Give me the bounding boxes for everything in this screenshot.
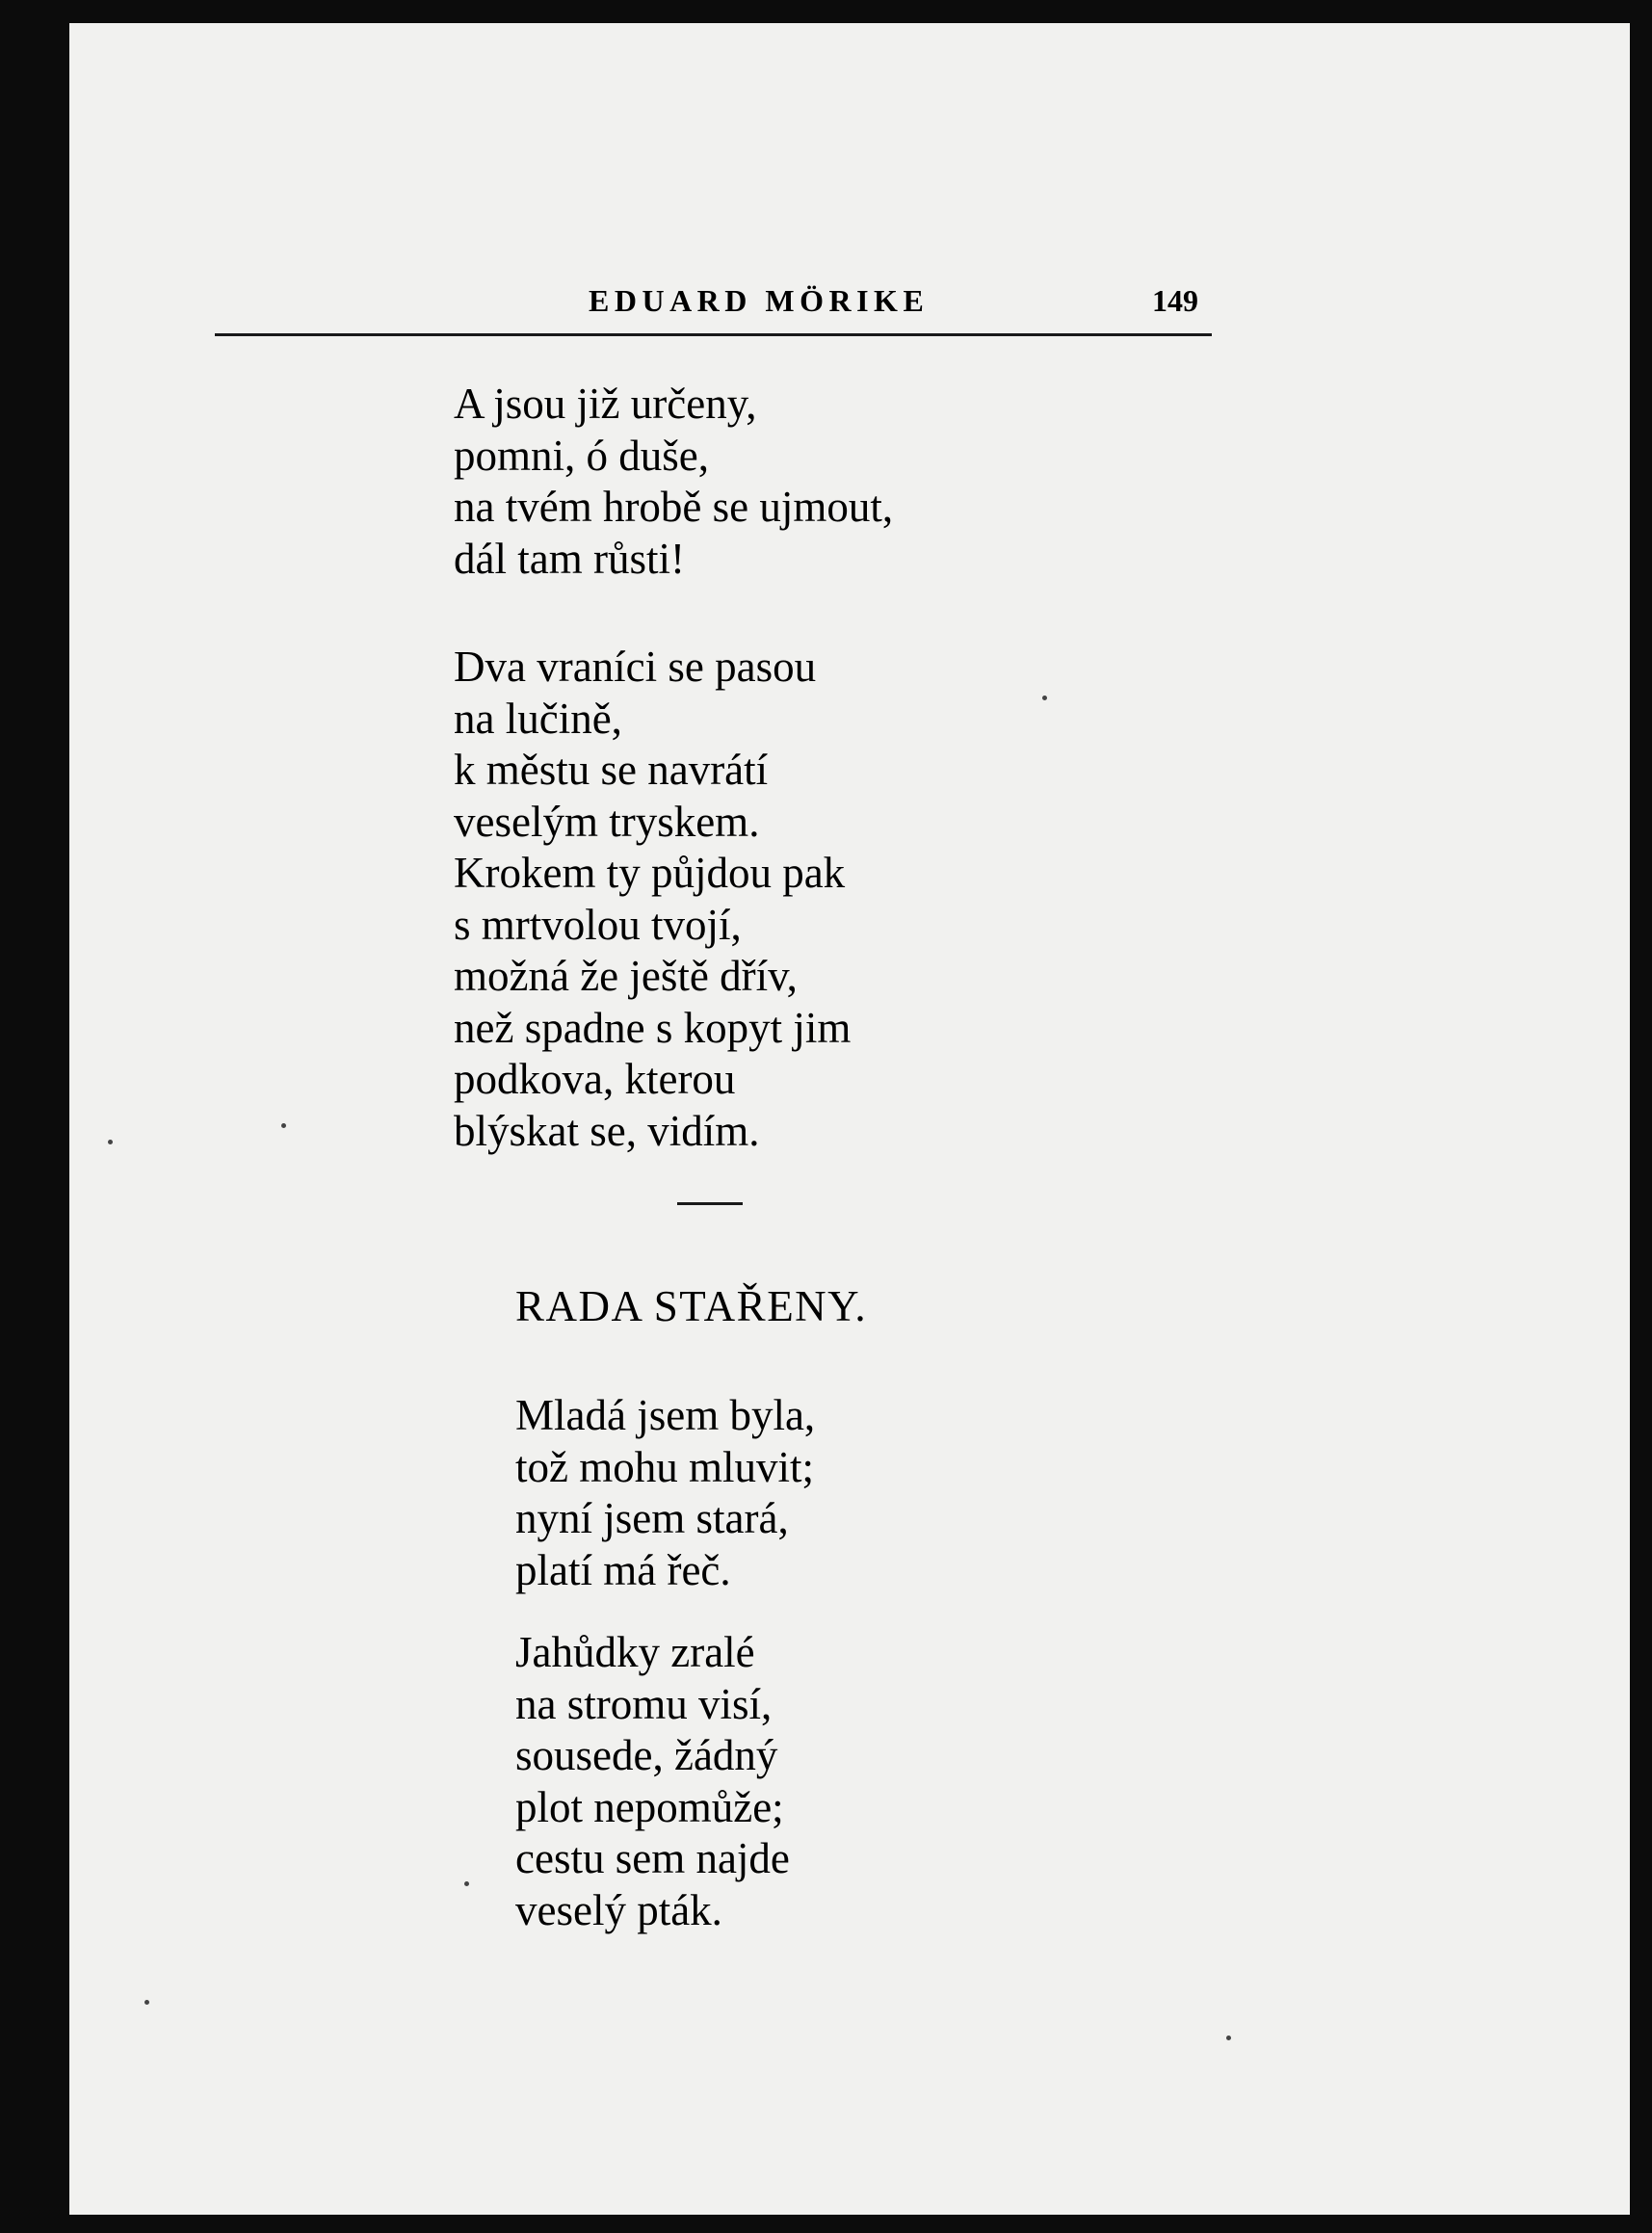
scan-speck [144, 2000, 149, 2005]
poem-line: blýskat se, vidím. [454, 1106, 760, 1155]
poem-line: A jsou již určeny, [454, 380, 757, 428]
poem-line: podkova, kterou [454, 1055, 736, 1103]
poem-line: Mladá jsem byla, [515, 1391, 816, 1439]
running-title: EDUARD MÖRIKE [589, 283, 930, 318]
scan-speck [1226, 2036, 1231, 2040]
scan-speck [464, 1881, 469, 1886]
poem-line: tož mohu mluvit; [515, 1442, 814, 1491]
poem-line: dál tam růsti! [454, 534, 685, 583]
running-header [215, 262, 1212, 329]
poem-line: než spadne s kopyt jim [454, 1003, 852, 1052]
poem-line: Jahůdky zralé [515, 1628, 755, 1676]
poem-title: RADA STAŘENY. [515, 1282, 868, 1330]
poem-line: na tvém hrobě se ujmout, [454, 483, 894, 531]
poem1-stanza-2 [454, 642, 851, 1157]
poem-line: nyní jsem stará, [515, 1494, 789, 1542]
poem-line: na lučině, [454, 694, 622, 743]
poem1-stanza-1 [454, 379, 893, 585]
poem2-stanza-2 [515, 1627, 790, 1936]
poem-line: pomni, ó duše, [454, 431, 709, 480]
poem-line: veselý pták. [515, 1885, 722, 1934]
poem-line: možná že ještě dřív, [454, 952, 798, 1000]
scan-border [0, 2215, 1652, 2233]
poem-line: platí má řeč. [515, 1545, 731, 1594]
poem-line: na stromu visí, [515, 1679, 773, 1728]
poem-line: veselým tryskem. [454, 797, 760, 846]
scan-speck [1042, 696, 1047, 700]
page-number: 149 [1152, 283, 1198, 318]
scan-speck [281, 1123, 286, 1128]
poem-line: k městu se navrátí [454, 746, 769, 794]
section-divider [677, 1202, 743, 1205]
poem-line: Dva vraníci se pasou [454, 643, 817, 691]
poem-line: cestu sem najde [515, 1834, 790, 1882]
poem-line: plot nepomůže; [515, 1782, 784, 1831]
poem-line: sousede, žádný [515, 1731, 778, 1779]
poem-line: Krokem ty půjdou pak [454, 849, 846, 897]
header-rule [215, 333, 1212, 336]
scan-speck [108, 1140, 113, 1144]
poem-line: s mrtvolou tvojí, [454, 900, 742, 949]
poem2-stanza-1 [515, 1390, 815, 1596]
